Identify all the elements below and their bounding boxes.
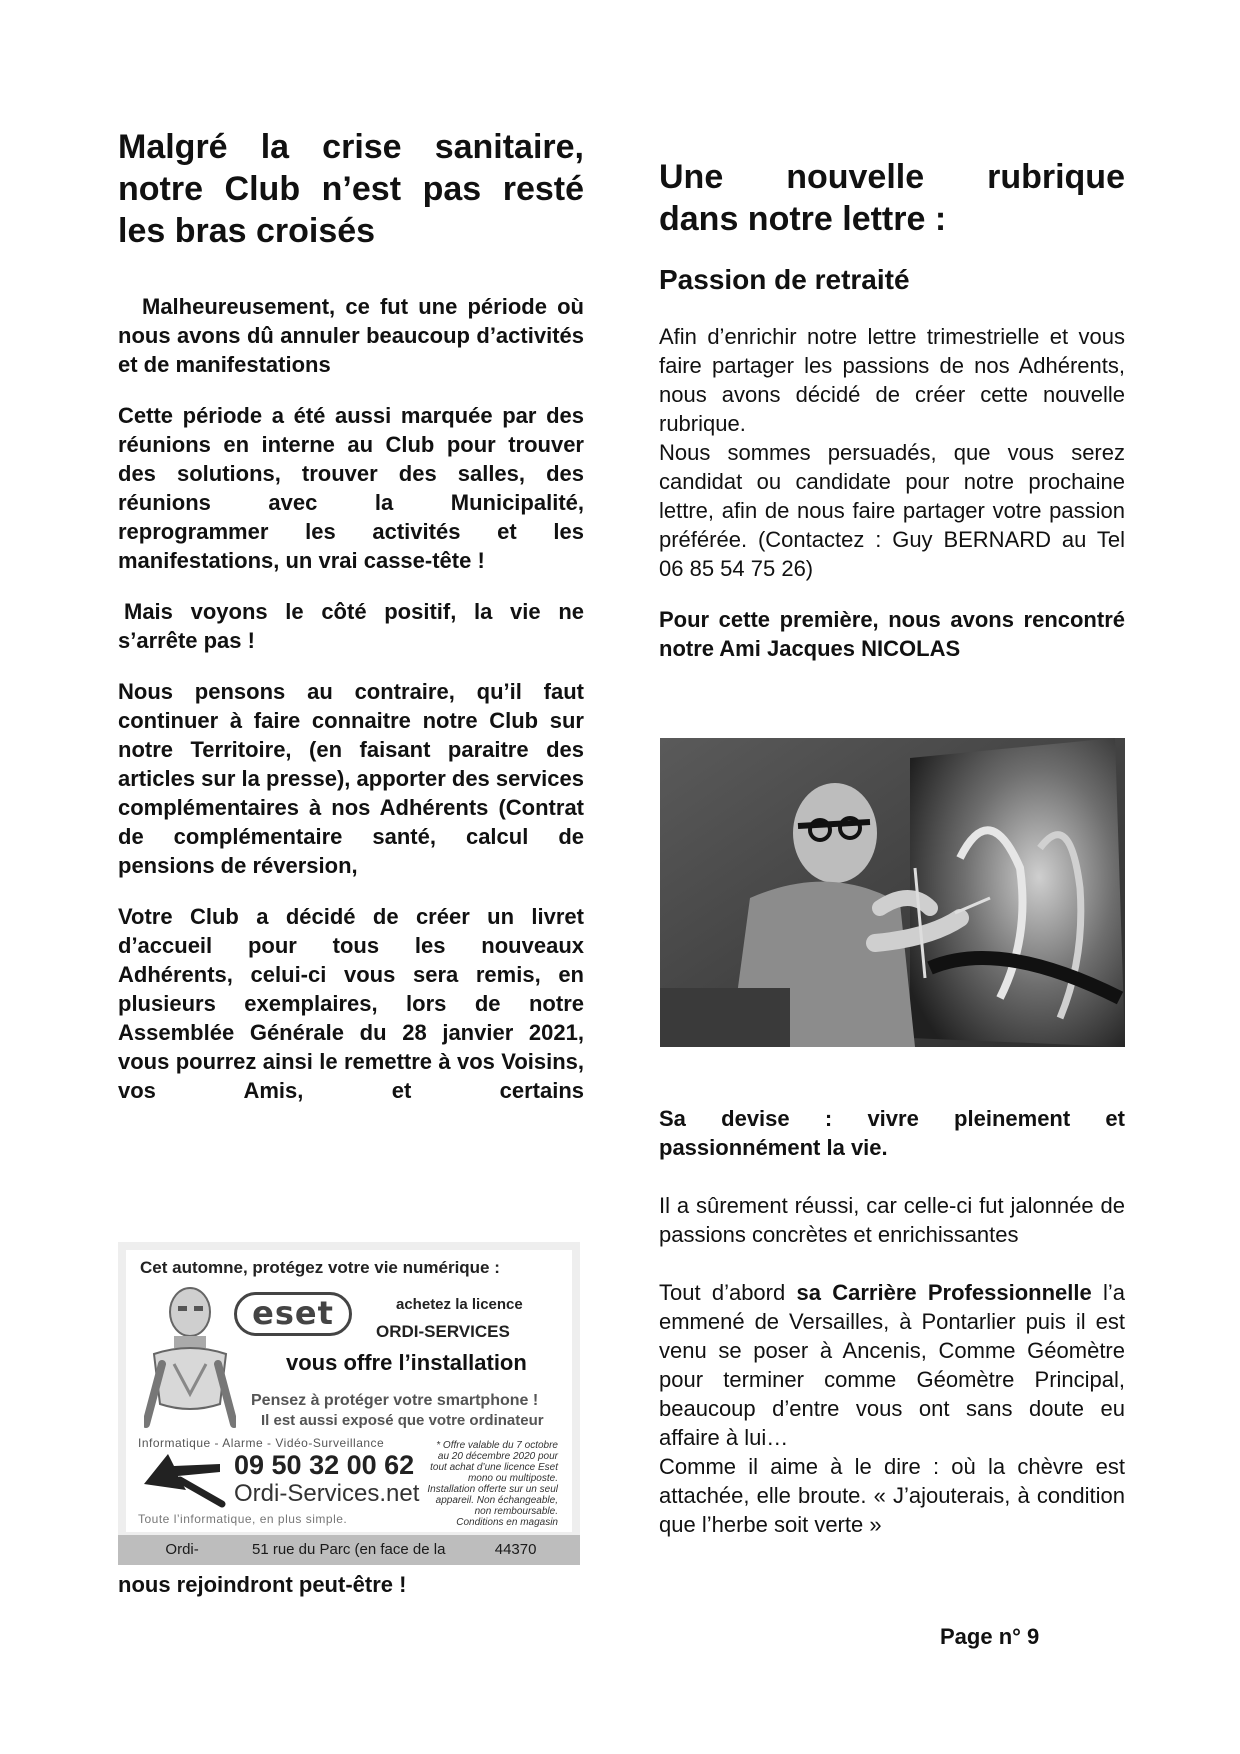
- left-paragraph-5: Votre Club a décidé de créer un livret d’accueil pour tous les nouveaux Adhérents, celui-ci vous sera remis, en plusieurs exemplaires, lors de notre Assemblée Générale du 28 janvier 2021, vous pourrez ainsi le remettre à vos Voisins, vos Amis, et certains: [118, 904, 584, 1103]
- right-subtitle: Passion de retraité: [659, 264, 910, 295]
- right-paragraph-6-rest: l’a emmené de Versailles, à Pontarlier puis il est venu se poser à Ancenis, Comme Géomètre pour terminer comme Géomètre Principal, beaucoup d’entre vous ont sans doute eu affaire à lui…: [659, 1280, 1125, 1450]
- right-paragraph-3: Pour cette première, nous avons rencontré notre Ami Jacques NICOLAS: [659, 607, 1125, 661]
- ad-website: Ordi-Services.net: [234, 1480, 420, 1507]
- left-title-line-3: les bras croisés: [118, 212, 376, 250]
- left-paragraph-2: Cette période a été aussi marquée par des réunions en interne au Club pour trouver des solutions, trouver des salles, des réunions avec la Municipalité, reprogrammer les activités et les manifestations, un vrai casse-tête !: [118, 403, 584, 573]
- right-column-lower: [659, 1104, 1125, 1539]
- ad-services: Informatique - Alarme - Vidéo-Surveillance: [138, 1436, 385, 1450]
- robot-icon: [144, 1284, 236, 1434]
- left-paragraph-6: nous rejoindront peut-être !: [118, 1572, 407, 1597]
- ad-footer-city: 44370: [494, 1541, 537, 1558]
- left-paragraph-4: Nous pensons au contraire, qu’il faut continuer à faire connaitre notre Club sur notre Territoire, (en faisant paraitre des articles sur la presse), apporter des services complémentaires à nos Adhérents (Contrat de complémentaire santé, calcul de pensions de réversion,: [118, 679, 584, 878]
- left-article-title: [118, 126, 584, 252]
- left-paragraph-1: Malheureusement, ce fut une période où nous avons dû annuler beaucoup d’activités et de manifestations: [118, 294, 584, 377]
- right-paragraph-6: [659, 1278, 1125, 1452]
- right-article-title: [659, 156, 1125, 240]
- right-paragraph-6-start: Tout d’abord: [659, 1280, 786, 1305]
- right-paragraph-6-career: sa Carrière Professionnelle: [796, 1280, 1092, 1305]
- right-paragraph-4: Sa devise : vivre pleinement et passionnément la vie.: [659, 1106, 1125, 1160]
- ad-legal-notice: * Offre valable du 7 octobre au 20 décembre 2020 pour tout achat d’une licence Eset mono ou multiposte. Installation offerte sur un seul appareil. Non échangeable, non remboursable. Conditions en magasin: [427, 1440, 558, 1528]
- ad-vendor-name: ORDI-SERVICES: [376, 1322, 510, 1341]
- ad-footer-site: Ordi-: [165, 1541, 199, 1558]
- ad-headline: Cet automne, protégez votre vie numérique :: [140, 1258, 500, 1277]
- left-title-line-2: notre Club n’est pas resté: [118, 170, 584, 208]
- right-paragraph-1: Afin d’enrichir notre lettre trimestrielle et vous faire partager les passions de nos Adhérents, nous avons décidé de créer cette nouvelle rubrique.: [659, 324, 1125, 436]
- ad-panel: [126, 1250, 572, 1532]
- ordi-services-advertisement: [118, 1242, 580, 1565]
- right-paragraph-7: Comme il aime à le dire : où la chèvre est attachée, elle broute. « J’ajouterais, à condition que l’herbe soit verte »: [659, 1454, 1125, 1537]
- painter-photo: [660, 738, 1125, 1047]
- ad-address-strip: [118, 1535, 580, 1565]
- left-paragraph-3: Mais voyons le côté positif, la vie ne s’arrête pas !: [118, 599, 584, 653]
- ad-buy-text: achetez la licence: [396, 1296, 523, 1313]
- page-number: Page n° 9: [940, 1624, 1040, 1649]
- ad-phone-number: 09 50 32 00 62: [234, 1450, 415, 1480]
- right-paragraph-5: Il a sûrement réussi, car celle-ci fut jalonnée de passions concrètes et enrichissantes: [659, 1193, 1125, 1247]
- right-title-line-1: Une nouvelle rubrique: [659, 158, 1125, 196]
- right-paragraph-2: Nous sommes persuadés, que vous serez candidat ou candidate pour notre prochaine lettre, afin de nous faire partager votre passion préférée. (Contactez : Guy BERNARD au Tel 06 85 54 75 26): [659, 440, 1125, 581]
- ad-offer: vous offre l’installation: [286, 1350, 527, 1375]
- cursor-arrow-icon: [140, 1450, 226, 1508]
- right-title-line-2: dans notre lettre :: [659, 200, 947, 238]
- eset-logo: eset: [234, 1292, 352, 1336]
- left-title-line-1: Malgré la crise sanitaire,: [118, 128, 584, 166]
- ad-smartphone-line-1: Pensez à protéger votre smartphone !: [251, 1392, 539, 1409]
- right-column: [659, 156, 1125, 663]
- ad-smartphone-line-2: Il est aussi exposé que votre ordinateur: [261, 1412, 544, 1429]
- left-column: [118, 126, 584, 1105]
- ad-slogan: Toute l’informatique, en plus simple.: [138, 1512, 348, 1526]
- ad-footer-address: 51 rue du Parc (en face de la: [251, 1541, 446, 1558]
